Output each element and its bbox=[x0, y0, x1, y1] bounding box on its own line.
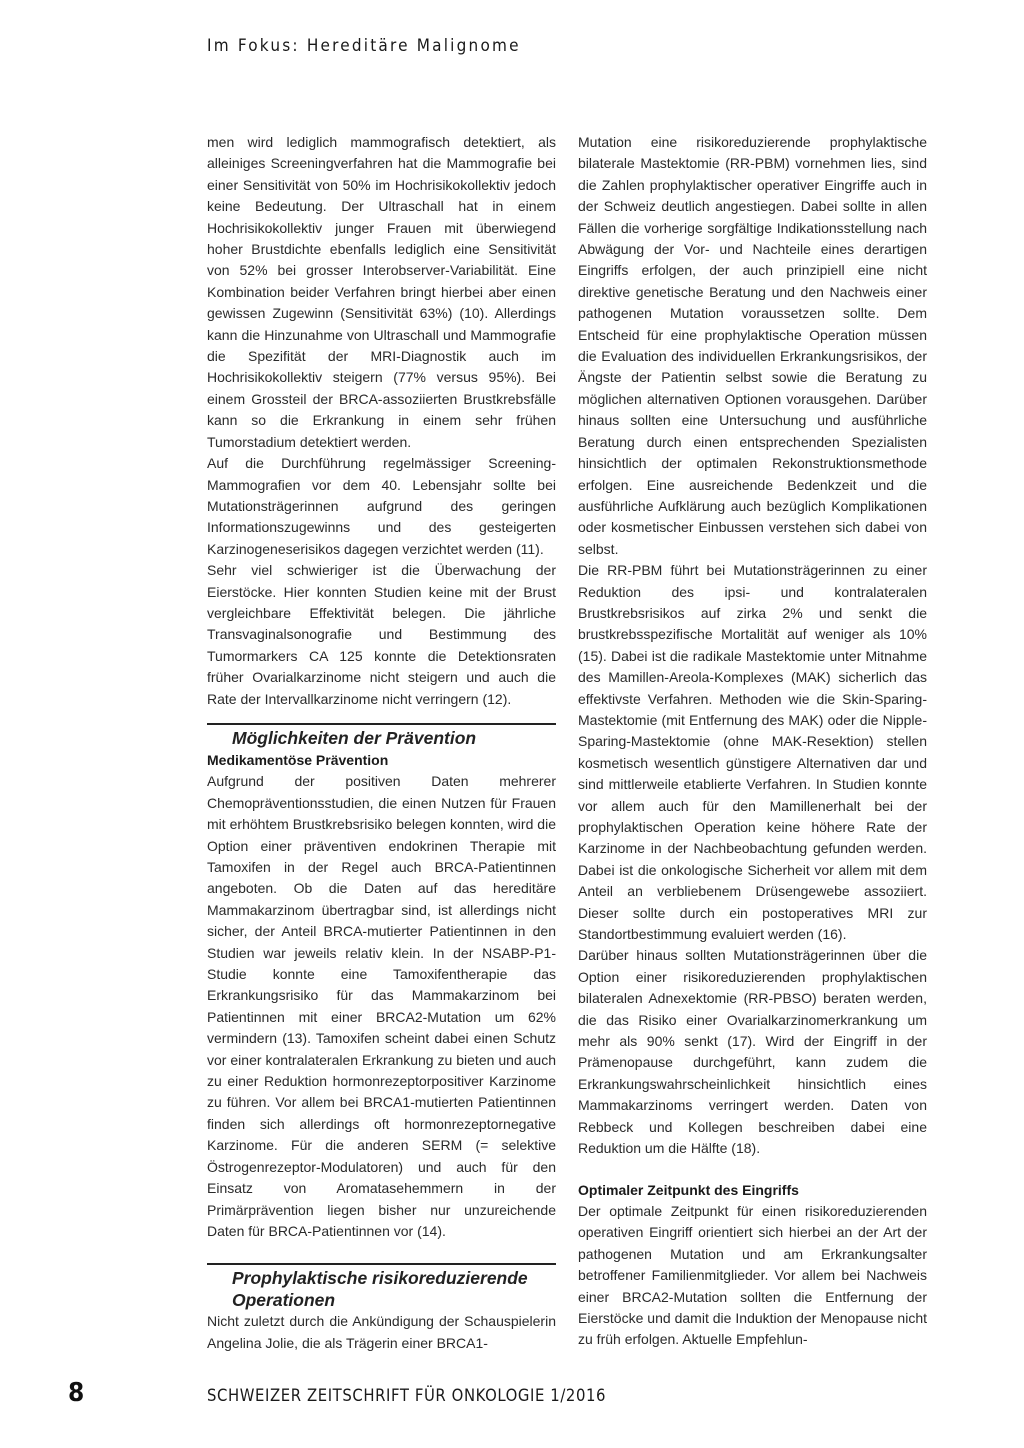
body-paragraph: Mutation eine risikoreduzierende prophylaktische bilaterale Mastektomie (RR-PBM) vornehmen lies, sind die Zahlen prophylaktischer operativer Eingriffe auch in der Schweiz deutlich angestiegen. Dabei sollte in allen Fällen die vorherige sorgfältige Indikationsstellung nach Abwägung der Vor- und Nachteile eines derartigen Eingriffs erfolgen, der auch prinzipiell eine nicht direktive genetische Beratung und den Nachweis einer pathogenen Mutation voraussetzen sollte. Dem Entscheid für eine prophylaktische Operation müssen die Evaluation des individuellen Erkrankungsrisikos, der Ängste der Patientin selbst sowie die Beratung zu möglichen alternativen Optionen vorausgehen. Darüber hinaus sollten eine Untersuchung und ausführliche Beratung durch einen entsprechenden Spezialisten hinsichtlich der optimalen Rekonstruktionsmethode erfolgen. Eine ausreichende Bedenkzeit und die ausführliche Aufklärung auch bezüglich Komplikationen oder kosmetischer Einbussen verstehen sich dabei von selbst. bbox=[578, 134, 927, 557]
body-paragraph: Aufgrund der positiven Daten mehrerer Chemopräventionsstudien, die einen Nutzen für Frauen mit erhöhtem Brustkrebsrisiko belegen konnten, wird die Option einer präventiven endokrinen Therapie mit Tamoxifen in der Regel auch BRCA-Patientinnen angeboten. Ob die Daten auf das hereditäre Mammakarzinom übertragbar sind, ist allerdings nicht sicher, der Anteil BRCA-mutierter Patientinnen in den Studien war jeweils relativ klein. In der NSABP-P1-Studie konnte eine Tamoxifentherapie das Erkrankungsrisiko für das Mammakarzinom bei Patientinnen mit einer BRCA2-Mutation um 62% vermindern (13). Tamoxifen scheint dabei einen Schutz vor einer kontralateralen Erkrankung zu bieten und auch zu einer Reduktion hormonrezeptorpositiver Karzinome zu führen. Vor allem bei BRCA1-mutierten Patientinnen finden sich allerdings oft hormonrezeptornegative Karzinome. Für die anderen SERM (= selektive Östrogenrezeptor-Modulatoren) und auch für den Einsatz von Aromatasehemmern in der Primärprävention liegen bisher nur unzureichende Daten für BRCA-Patientinnen vor (14). bbox=[207, 773, 556, 1239]
body-paragraph: Der optimale Zeitpunkt für einen risikoreduzierenden operativen Eingriff orientiert sich hierbei an der Art der pathogenen Mutation und am Erkrankungsalter betroffener Familienmitglieder. Vor allem bei Nachweis einer BRCA2-Mutation sollten die Entfernung der Eierstöcke und damit die Induktion der Menopause nicht zu früh erfolgen. Aktuelle Empfehlun- bbox=[578, 1202, 927, 1348]
body-paragraph: Sehr viel schwieriger ist die Überwachung der Eierstöcke. Hier konnten Studien keine mit der Brust vergleichbare Effektivität belegen. Die jährliche Transvaginalsonografie und Bestimmung des Tumormarkers CA 125 konnte die Detektionsraten früher Ovarialkarzinome nicht steigern und auch die Rate der Intervallkarzinome nicht verringern (12). bbox=[207, 562, 556, 707]
section-divider bbox=[207, 723, 556, 725]
subsection-heading: Medikamentöse Prävention bbox=[207, 751, 389, 768]
right-column bbox=[578, 132, 927, 1351]
body-paragraph: Die RR-PBM führt bei Mutationsträgerinnen zu einer Reduktion des ipsi- und kontralateralen Brustkrebsrisikos auf zirka 2% und senkt die brustkrebsspezifische Mortalität auf weniger als 10% (15). Dabei ist die radikale Mastektomie unter Mitnahme des Mamillen-Areola-Komplexes (MAK) sicherlich das effektivste Verfahren. Methoden wie die Skin-Sparing-Mastektomie (mit Entfernung des MAK) oder die Nipple-Sparing-Mastektomie (ohne MAK-Resektion) stellen kosmetisch wesentlich günstigere Alternativen dar und sind mittlerweile etablierte Verfahren. In Studien konnte vor allem auch für den Mamillenerhalt bei der prophylaktischen Operation keine höhere Rate der Karzinome in der Nachbeobachtung gefunden werden. Dabei ist die onkologische Sicherheit vor allem mit dem Anteil an verbliebenem Drüsengewebe assoziiert. Dieser sollte durch ein postoperatives MRI zur Standortbestimmung evaluiert werden (16). bbox=[578, 562, 927, 943]
left-column bbox=[207, 132, 556, 1354]
section-heading: Prophylaktische risikoreduzierende Operationen bbox=[232, 1268, 528, 1311]
journal-footer: SCHWEIZER ZEITSCHRIFT FÜR ONKOLOGIE 1/2016 bbox=[207, 1386, 607, 1405]
section-divider bbox=[207, 1263, 556, 1265]
section-heading: Möglichkeiten der Prävention bbox=[232, 727, 477, 748]
body-paragraph: men wird lediglich mammografisch detektiert, als alleiniges Screeningverfahren hat die Mammografie bei einer Sensitivität von 50% im Hochrisikokollektiv jedoch keine Bedeutung. Der Ultraschall hat in einem Hochrisikokollektiv junger Frauen mit überwiegend hoher Brustdichte ebenfalls lediglich eine Sensitivität von 52% bei grosser Interobserver-Variabilität. Eine Kombination beider Verfahren bringt hierbei aber einen gewissen Zugewinn (Sensitivität 63%) (10). Allerdings kann die Hinzunahme von Ultraschall und Mammografie die Spezifität der MRI-Diagnostik auch im Hochrisikokollektiv steigern (77% versus 95%). Bei einem Grossteil der BRCA-assoziierten Brustkrebsfälle kann so die Erkrankung in einem sehr frühen Tumorstadium detektiert werden. bbox=[207, 134, 556, 450]
body-paragraph: Nicht zuletzt durch die Ankündigung der Schauspielerin Angelina Jolie, die als Trägerin einer BRCA1- bbox=[207, 1313, 556, 1351]
subsection-heading: Optimaler Zeitpunkt des Eingriffs bbox=[578, 1181, 799, 1198]
body-paragraph: Darüber hinaus sollten Mutationsträgerinnen über die Option einer risikoreduzierenden prophylaktischen bilateralen Adnexektomie (RR-PBSO) beraten werden, die das Risiko einer Ovarialkarzinomerkrankung um mehr als 90% senkt (17). Wird der Eingriff in der Prämenopause durchgeführt, kann zudem die Erkrankungswahrscheinlichkeit hinsichtlich eines Mammakarzinoms verringert werden. Daten von Rebbeck und Kollegen beschreiben dabei eine Reduktion um die Hälfte (18). bbox=[578, 947, 927, 1157]
body-paragraph: Auf die Durchführung regelmässiger Screening-Mammografien vor dem 40. Lebensjahr sollte bei Mutationsträgerinnen aufgrund des geringen Informationszugewinns und des gesteigerten Karzinogeneserisikos dagegen verzichtet werden (11). bbox=[207, 455, 556, 557]
page-number: 8 bbox=[68, 1378, 85, 1408]
running-head: Im Fokus: Hereditäre Malignome bbox=[207, 36, 521, 56]
